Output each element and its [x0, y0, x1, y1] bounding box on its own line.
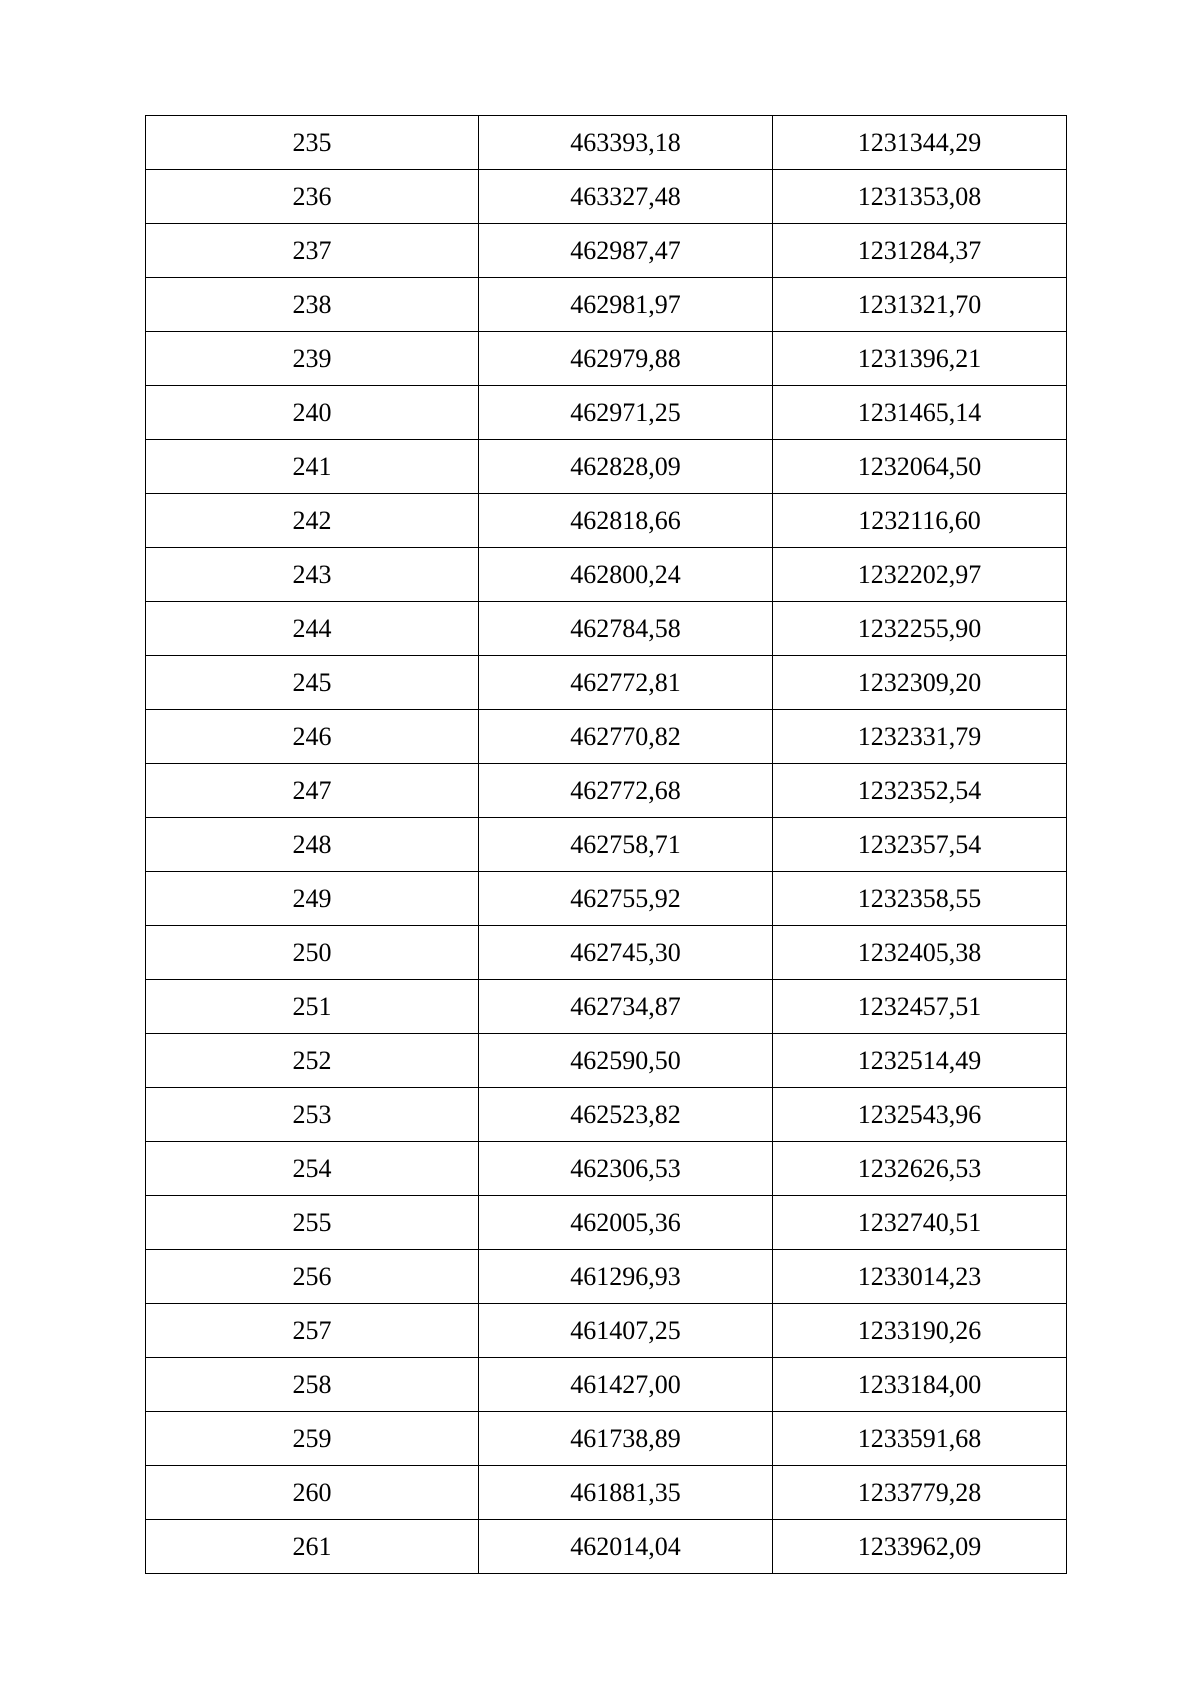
table-row — [146, 332, 1067, 386]
table-row — [146, 170, 1067, 224]
table-row — [146, 1088, 1067, 1142]
x-coordinate-cell: 462770,82 — [479, 710, 773, 764]
y-coordinate-cell: 1232457,51 — [773, 980, 1067, 1034]
table-row — [146, 1196, 1067, 1250]
y-coordinate-cell: 1233962,09 — [773, 1520, 1067, 1574]
x-coordinate-cell: 462981,97 — [479, 278, 773, 332]
table-row — [146, 1412, 1067, 1466]
table-row — [146, 224, 1067, 278]
table-row — [146, 548, 1067, 602]
x-coordinate-cell: 462758,71 — [479, 818, 773, 872]
point-number-cell: 251 — [146, 980, 479, 1034]
x-coordinate-cell: 461738,89 — [479, 1412, 773, 1466]
point-number-cell: 252 — [146, 1034, 479, 1088]
y-coordinate-cell: 1232358,55 — [773, 872, 1067, 926]
table-row — [146, 980, 1067, 1034]
y-coordinate-cell: 1231344,29 — [773, 116, 1067, 170]
x-coordinate-cell: 462772,81 — [479, 656, 773, 710]
table-row — [146, 1304, 1067, 1358]
table-row — [146, 656, 1067, 710]
y-coordinate-cell: 1233014,23 — [773, 1250, 1067, 1304]
y-coordinate-cell: 1231284,37 — [773, 224, 1067, 278]
point-number-cell: 246 — [146, 710, 479, 764]
table-row — [146, 764, 1067, 818]
table-row — [146, 494, 1067, 548]
y-coordinate-cell: 1232064,50 — [773, 440, 1067, 494]
x-coordinate-cell: 461881,35 — [479, 1466, 773, 1520]
y-coordinate-cell: 1231465,14 — [773, 386, 1067, 440]
y-coordinate-cell: 1232626,53 — [773, 1142, 1067, 1196]
point-number-cell: 238 — [146, 278, 479, 332]
point-number-cell: 253 — [146, 1088, 479, 1142]
y-coordinate-cell: 1231396,21 — [773, 332, 1067, 386]
point-number-cell: 241 — [146, 440, 479, 494]
table-row — [146, 1358, 1067, 1412]
point-number-cell: 245 — [146, 656, 479, 710]
x-coordinate-cell: 462979,88 — [479, 332, 773, 386]
x-coordinate-cell: 462784,58 — [479, 602, 773, 656]
y-coordinate-cell: 1232357,54 — [773, 818, 1067, 872]
table-row — [146, 1034, 1067, 1088]
table-row — [146, 386, 1067, 440]
x-coordinate-cell: 462523,82 — [479, 1088, 773, 1142]
y-coordinate-cell: 1232740,51 — [773, 1196, 1067, 1250]
point-number-cell: 254 — [146, 1142, 479, 1196]
point-number-cell: 237 — [146, 224, 479, 278]
coordinates-table — [145, 115, 1067, 1574]
y-coordinate-cell: 1233190,26 — [773, 1304, 1067, 1358]
y-coordinate-cell: 1232116,60 — [773, 494, 1067, 548]
table-row — [146, 926, 1067, 980]
x-coordinate-cell: 462987,47 — [479, 224, 773, 278]
point-number-cell: 236 — [146, 170, 479, 224]
point-number-cell: 243 — [146, 548, 479, 602]
point-number-cell: 261 — [146, 1520, 479, 1574]
y-coordinate-cell: 1232255,90 — [773, 602, 1067, 656]
point-number-cell: 256 — [146, 1250, 479, 1304]
table-row — [146, 116, 1067, 170]
table-row — [146, 1466, 1067, 1520]
table-row — [146, 1250, 1067, 1304]
table-row — [146, 818, 1067, 872]
y-coordinate-cell: 1232202,97 — [773, 548, 1067, 602]
x-coordinate-cell: 462772,68 — [479, 764, 773, 818]
point-number-cell: 260 — [146, 1466, 479, 1520]
x-coordinate-cell: 462745,30 — [479, 926, 773, 980]
x-coordinate-cell: 462014,04 — [479, 1520, 773, 1574]
table-row — [146, 1520, 1067, 1574]
y-coordinate-cell: 1232514,49 — [773, 1034, 1067, 1088]
y-coordinate-cell: 1232331,79 — [773, 710, 1067, 764]
point-number-cell: 249 — [146, 872, 479, 926]
x-coordinate-cell: 462971,25 — [479, 386, 773, 440]
point-number-cell: 239 — [146, 332, 479, 386]
point-number-cell: 248 — [146, 818, 479, 872]
y-coordinate-cell: 1233184,00 — [773, 1358, 1067, 1412]
table-row — [146, 872, 1067, 926]
table-row — [146, 278, 1067, 332]
y-coordinate-cell: 1231321,70 — [773, 278, 1067, 332]
point-number-cell: 250 — [146, 926, 479, 980]
y-coordinate-cell: 1232405,38 — [773, 926, 1067, 980]
y-coordinate-cell: 1233779,28 — [773, 1466, 1067, 1520]
point-number-cell: 255 — [146, 1196, 479, 1250]
x-coordinate-cell: 462734,87 — [479, 980, 773, 1034]
x-coordinate-cell: 462005,36 — [479, 1196, 773, 1250]
x-coordinate-cell: 462828,09 — [479, 440, 773, 494]
x-coordinate-cell: 462306,53 — [479, 1142, 773, 1196]
x-coordinate-cell: 461296,93 — [479, 1250, 773, 1304]
x-coordinate-cell: 463327,48 — [479, 170, 773, 224]
y-coordinate-cell: 1232543,96 — [773, 1088, 1067, 1142]
point-number-cell: 240 — [146, 386, 479, 440]
point-number-cell: 242 — [146, 494, 479, 548]
x-coordinate-cell: 461407,25 — [479, 1304, 773, 1358]
x-coordinate-cell: 461427,00 — [479, 1358, 773, 1412]
x-coordinate-cell: 462818,66 — [479, 494, 773, 548]
y-coordinate-cell: 1233591,68 — [773, 1412, 1067, 1466]
table-row — [146, 440, 1067, 494]
point-number-cell: 235 — [146, 116, 479, 170]
x-coordinate-cell: 463393,18 — [479, 116, 773, 170]
y-coordinate-cell: 1231353,08 — [773, 170, 1067, 224]
table-body — [146, 116, 1067, 1574]
point-number-cell: 259 — [146, 1412, 479, 1466]
point-number-cell: 258 — [146, 1358, 479, 1412]
x-coordinate-cell: 462800,24 — [479, 548, 773, 602]
x-coordinate-cell: 462755,92 — [479, 872, 773, 926]
table-row — [146, 602, 1067, 656]
point-number-cell: 244 — [146, 602, 479, 656]
y-coordinate-cell: 1232309,20 — [773, 656, 1067, 710]
table-row — [146, 710, 1067, 764]
point-number-cell: 257 — [146, 1304, 479, 1358]
y-coordinate-cell: 1232352,54 — [773, 764, 1067, 818]
point-number-cell: 247 — [146, 764, 479, 818]
x-coordinate-cell: 462590,50 — [479, 1034, 773, 1088]
table-row — [146, 1142, 1067, 1196]
